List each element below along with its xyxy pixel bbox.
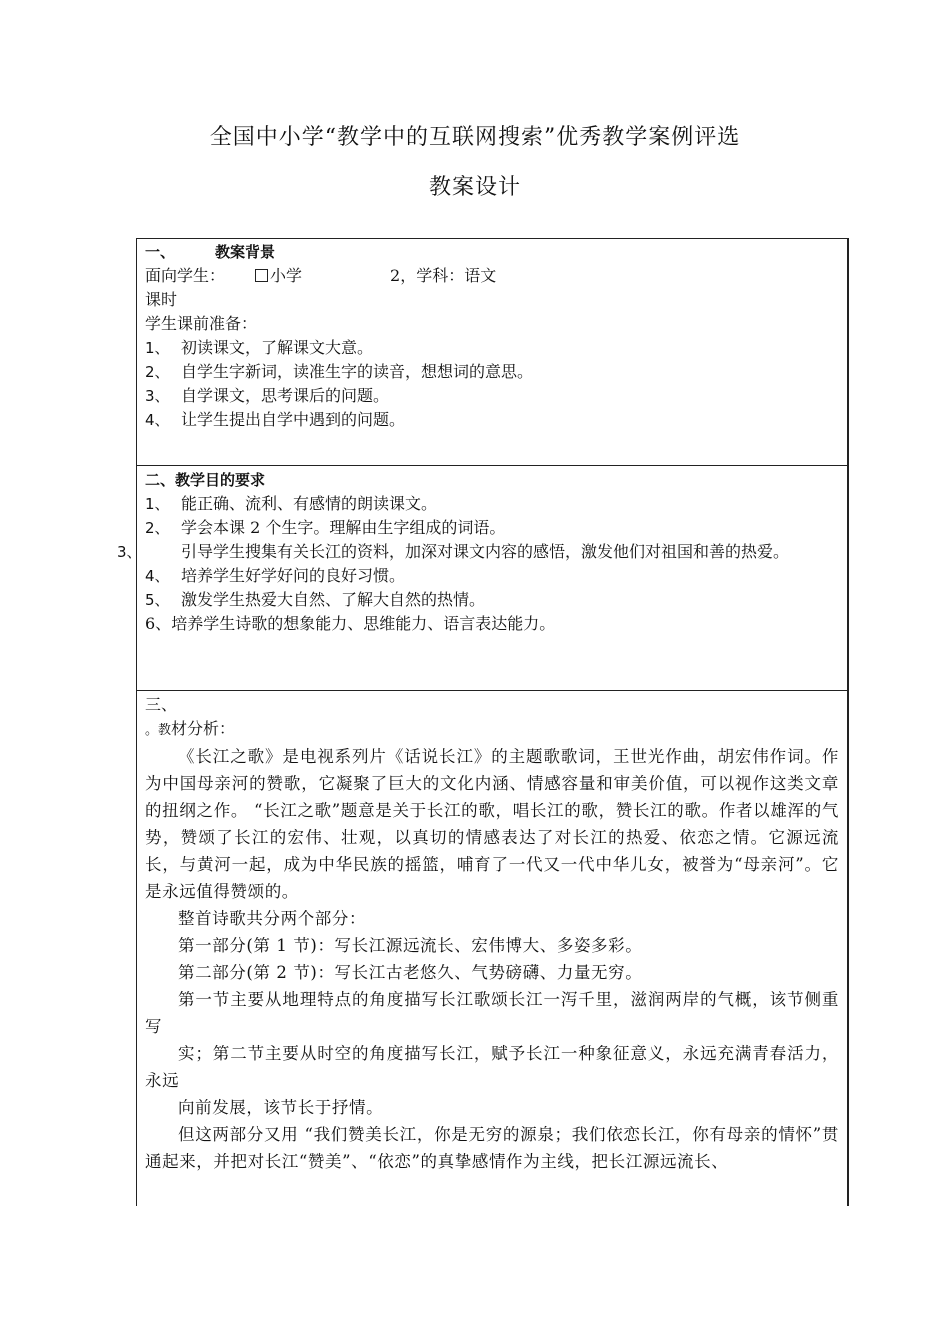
list-item-number: 1、 [145,339,170,357]
list-item-number: 4、 [145,411,170,429]
paragraph: 整首诗歌共分两个部分： [178,909,367,928]
list-item [145,360,839,384]
list-item-text: 初读课文，了解课文大意。 [181,338,374,357]
paragraph: 《长江之歌》是电视系列片《话说长江》的主题歌歌词，王世光作曲，胡宏伟作词。作为中国母亲河的赞歌，它凝聚了巨大的文化内涵、情感容量和审美价值，可以视作这类文章的扭纲之作。 “长江之歌”题意是关于长江的歌，唱长江的歌，赞长江的歌。作者以雄浑的气势，赞颂了长江的宏伟、壮观，以真切的情感表达了对长江的热爱、依恋之情。它源远流长，与黄河一起，成为中华民族的摇篮，哺育了一代又一代中华儿女，被誉为“母亲河”。它是永远值得赞颂的。 [145,747,839,901]
list-item-number: 2、 [145,519,170,537]
list-item [145,516,839,540]
section-heading [145,717,839,743]
list-item-number: 3、 [117,543,142,561]
paragraph: 第二部分(第 2 节)：写长江古老悠久、气势磅礴、力量无穷。 [178,963,643,982]
list-item [117,540,839,564]
audience-value: 小学 [270,266,303,285]
checkbox-icon [255,269,268,282]
section-background [137,239,847,465]
list-item-number: 2、 [145,363,170,381]
list-item [145,612,839,636]
list-item-number: 4、 [145,567,170,585]
audience-label: 面向学生： [145,266,226,285]
heading-prefix: 。教 [145,723,172,738]
lesson-plan-table [117,238,849,1206]
paragraph: 但这两部分又用 “我们赞美长江，你是无穷的源泉；我们依恋长江，你有母亲的情怀”贯通起来，并把对长江“赞美”、“依恋”的真挚感情作为主线，把长江源远流长、 [145,1125,839,1171]
list-item [145,588,839,612]
list-item-text: 激发学生热爱大自然、了解大自然的热情。 [181,590,486,609]
list-item-number: 1、 [145,495,170,513]
list-item-text: 让学生提出自学中遇到的问题。 [181,410,406,429]
list-item-number: 5、 [145,591,170,609]
section-material-analysis [137,690,847,1210]
list-item-text: 自学课文，思考课后的问题。 [181,386,390,405]
section-heading [145,240,839,264]
list-item-text: 培养学生诗歌的想象能力、思维能力、语言表达能力。 [171,614,556,633]
document-title: 全国中小学“教学中的互联网搜索”优秀教学案例评选 [209,125,741,150]
paragraph: 实；第二节主要从时空的角度描写长江，赋予长江一种象征意义，永远充满青春活力，永远 [145,1044,839,1090]
heading-text: 材分析： [171,719,236,738]
list-item-text: 学会本课 2 个生字。理解由生字组成的词语。 [181,518,506,537]
section-heading-number: 三、 [145,695,178,714]
audience-row [145,264,839,288]
heading-number: 一、 [145,243,176,261]
list-item-text: 能正确、流利、有感情的朗读课文。 [181,494,438,513]
list-item [145,408,839,432]
list-item [145,564,839,588]
paragraph: 第一节主要从地理特点的角度描写长江歌颂长江一泻千里，滋润两岸的气概，该节侧重写 [145,990,839,1036]
heading-text: 教案背景 [215,243,276,261]
list-item [145,336,839,360]
paragraph: 第一部分(第 1 节)：写长江源远流长、宏伟博大、多姿多彩。 [178,936,643,955]
list-item [145,384,839,408]
paragraph: 向前发展，该节长于抒情。 [178,1098,384,1117]
list-item-text: 培养学生好学好问的良好习惯。 [181,566,406,585]
prep-label: 学生课前准备： [145,314,258,333]
subject-label: 2，学科：语文 [390,266,497,285]
list-item-text: 引导学生搜集有关长江的资料，加深对课文内容的感悟，激发他们对祖国和善的热爱。 [181,542,790,561]
section-heading: 二、教学目的要求 [145,471,266,489]
list-item-text: 自学生字新词，读准生字的读音，想想词的意思。 [181,362,534,381]
list-item-number: 6、 [145,614,172,633]
document-subtitle: 教案设计 [428,175,521,200]
list-item [145,492,839,516]
section-objectives [117,465,847,690]
period-label: 课时 [145,290,178,309]
list-item-number: 3、 [145,387,170,405]
